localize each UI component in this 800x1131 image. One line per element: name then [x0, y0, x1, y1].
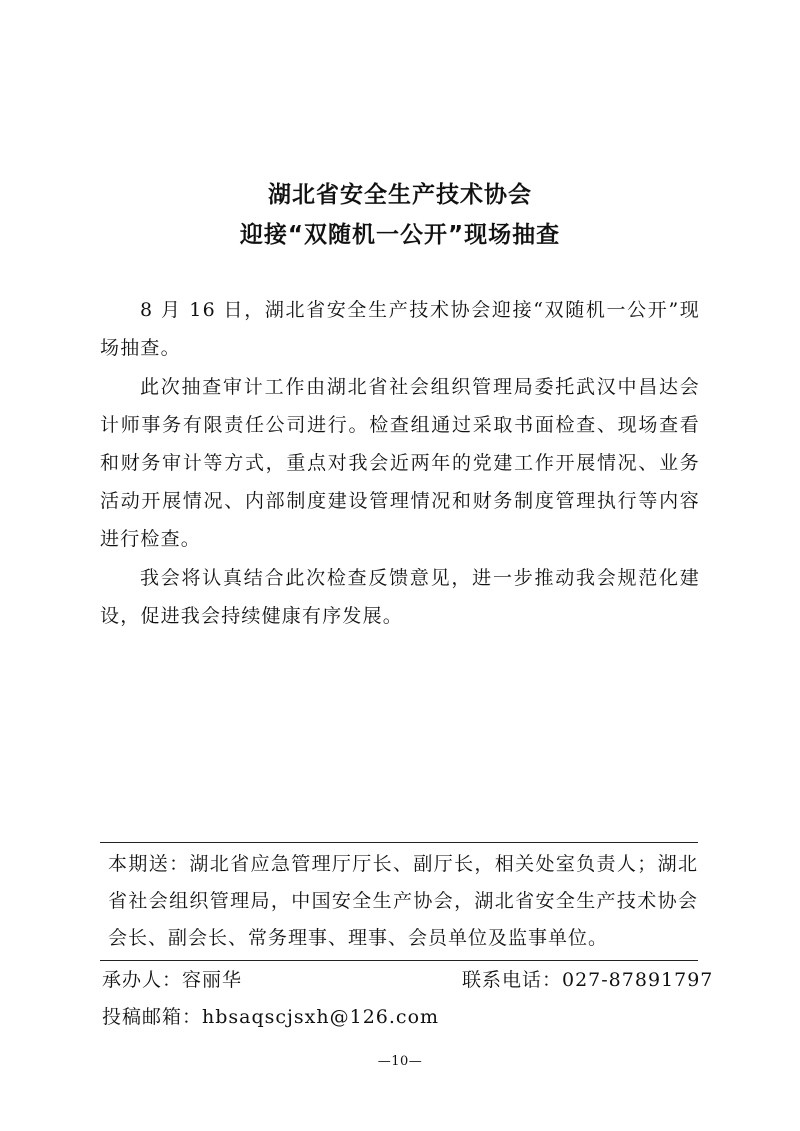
paragraph-intro: 8 月 16 日，湖北省安全生产技术协会迎接“双随机一公开”现场抽查。	[100, 299, 700, 359]
document-title-line-2: 迎接“双随机一公开”现场抽查	[239, 222, 561, 248]
paragraph-audit-details: 此次抽查审计工作由湖北省社会组织管理局委托武汉中昌达会计师事务有限责任公司进行。检查组通过采取书面检查、现场查看和财务审计等方式，重点对我会近两年的党建工作开展情况、业务活动开展情况、内部制度建设管理情况和财务制度管理执行等内容进行检查。	[100, 376, 700, 550]
paragraph-conclusion: 我会将认真结合此次检查反馈意见，进一步推动我会规范化建设，促进我会持续健康有序发展。	[100, 567, 700, 627]
document-title-line-1: 湖北省安全生产技术协会	[268, 182, 532, 208]
footer-divider-bottom	[100, 960, 698, 961]
contact-phone: 联系电话：027-87891797	[462, 969, 714, 991]
page-number: —10—	[377, 1054, 423, 1069]
footer-divider-top	[100, 842, 698, 843]
distribution-list: 本期送：湖北省应急管理厅厅长、副厅长，相关处室负责人；湖北省社会组织管理局，中国安全生产协会，湖北省安全生产技术协会会长、副会长、常务理事、理事、会员单位及监事单位。	[108, 853, 698, 949]
handler-name: 承办人：容丽华	[102, 969, 243, 991]
submission-email: 投稿邮箱：hbsaqscjsxh@126.com	[102, 1006, 440, 1028]
